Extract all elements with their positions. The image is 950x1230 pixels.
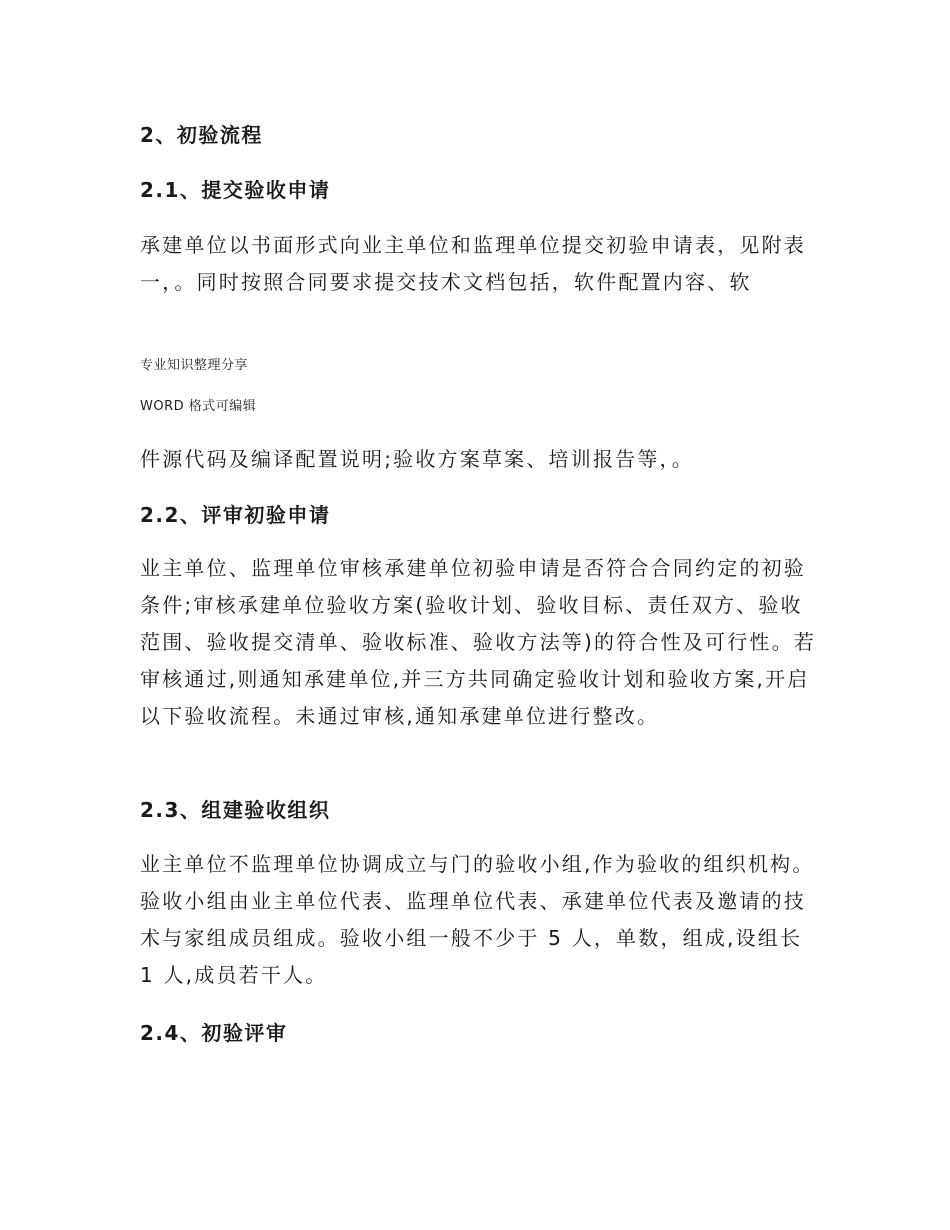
section-heading-2-4: 2.4、初验评审: [140, 1021, 288, 1045]
paragraph-submit-application: 承建单位以书面形式向业主单位和监理单位提交初验申请表，见附表一，。同时按照合同要求提交技术文档包括，软件配置内容、软: [140, 233, 806, 294]
section-heading-2-1: 2.1、提交验收申请: [140, 178, 331, 202]
page-footer-note: 专业知识整理分享: [140, 358, 249, 373]
paragraph-submit-application-continued: 件源代码及编译配置说明;验收方案草案、培训报告等，。: [140, 447, 694, 471]
section-heading-2: 2、初验流程: [140, 123, 263, 147]
section-heading-2-3: 2.3、组建验收组织: [140, 798, 331, 822]
page-header-note: WORD 格式可编辑: [140, 399, 257, 414]
section-heading-2-2: 2.2、评审初验申请: [140, 503, 331, 527]
paragraph-acceptance-team: 业主单位不监理单位协调成立与门的验收小组,作为验收的组织机构。验收小组由业主单位代表、监理单位代表、承建单位代表及邀请的技术与家组成员组成。验收小组一般不少于 5 人，单数，组成,设组长 1 人,成员若干人。: [140, 852, 815, 987]
paragraph-review-application: 业主单位、监理单位审核承建单位初验申请是否符合合同约定的初验条件;审核承建单位验收方案(验收计划、验收目标、责任双方、验收范围、验收提交清单、验收标准、验收方法等)的符合性及可行性。若审核通过,则通知承建单位,并三方共同确定验收计划和验收方案,开启以下验收流程。未通过审核,通知承建单位进行整改。: [140, 556, 817, 728]
